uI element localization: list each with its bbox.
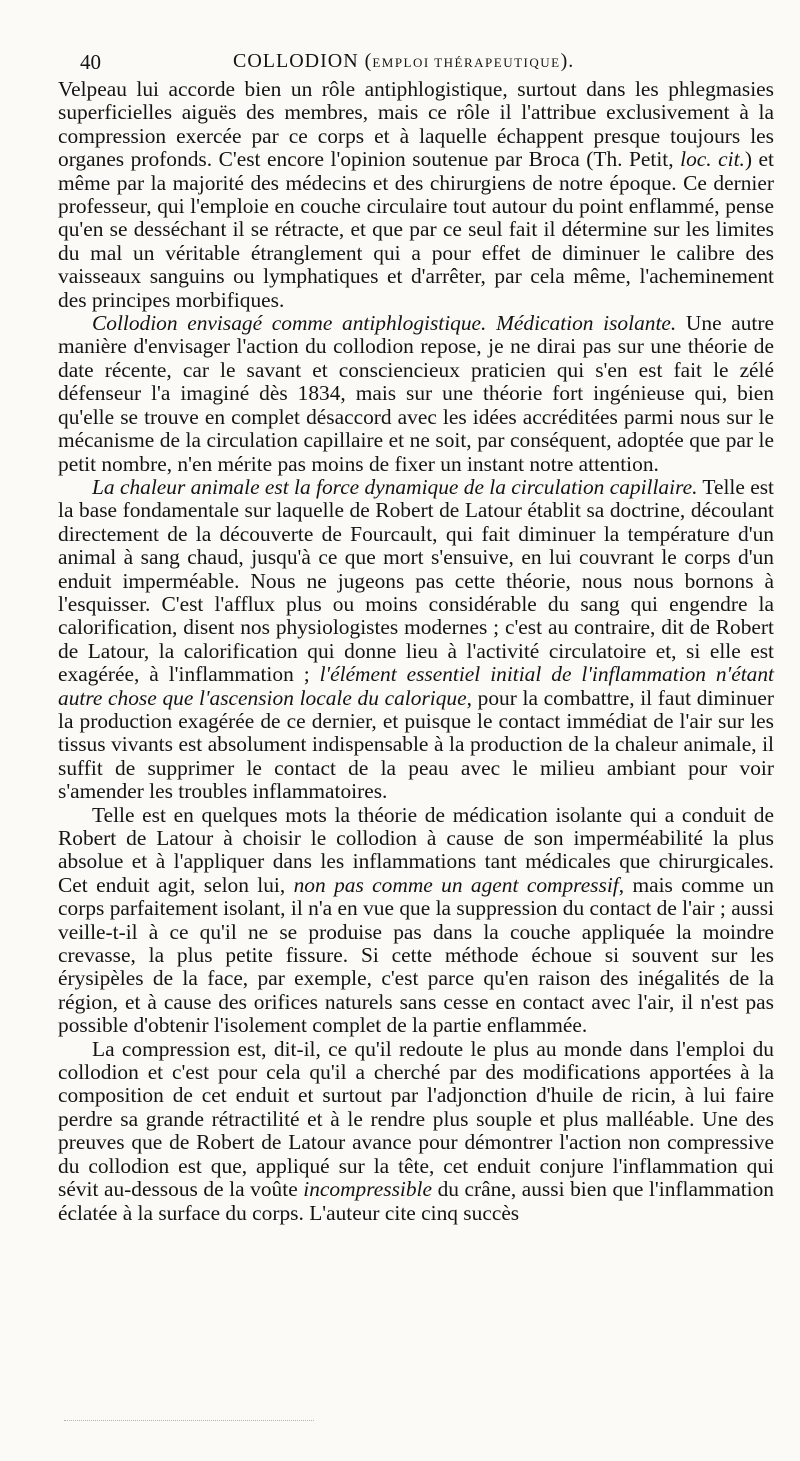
citation-italic: loc. cit. (680, 147, 745, 172)
book-page (58, 42, 774, 1225)
section-heading-chaleur: La chaleur animale est la force dynamique de la circulation capillaire. (92, 474, 698, 499)
paragraph-3: La chaleur animale est la force dynamique de la circulation capillaire. Telle est la base fondamentale sur laquelle de Robert de Latour établit sa doctrine, découlant directement de la découverte de Fourcault, qui fait diminuer la température d'un animal à sang chaud, jusqu'à ce que mort s'ensuive, en lui couvrant le corps d'un enduit imperméable. Nous ne jugeons pas cette théorie, nous nous bornons à l'esquisser. C'est l'afflux plus ou moins considérable du sang qui engendre la calorification, disent nos physiologistes modernes ; c'est au contraire, dit de Robert de Latour, la calorification qui donne lieu à l'activité circulatoire et, si elle est exagérée, à l'inflammation ; l'élément essentiel initial de l'inflammation n'étant autre chose que l'ascension locale du calorique, pour la combattre, il faut diminuer la production exagérée de ce dernier, et puisque le contact immédiat de l'air sur les tissus vivants est absolument indispensable à la production de la chaleur animale, il suffit de supprimer le contact de la peau avec le milieu ambiant pour voir s'amender les troubles inflammatoires. (58, 474, 774, 804)
paragraph-2: Collodion envisagé comme antiphlogistique. Médication isolante. Une autre manière d'envisager l'action du collodion repose, je ne dirai pas sur une théorie de date récente, car le savant et consciencieux praticien qui s'en est fait le zélé défenseur l'a imaginé dès 1834, mais sur une théorie fort ingénieuse qui, bien qu'elle se trouve en complet désaccord avec les idées accréditées parmi nous sur le mécanisme de la circulation capillaire et ne soit, par conséquent, adoptée que par le petit nombre, n'en mérite pas moins de fixer un instant notre attention. (58, 311, 774, 476)
paragraph-4: Telle est en quelques mots la théorie de médication isolante qui a conduit de Robert de Latour à choisir le collodion à cause de son imperméabilité la plus absolue et à l'appliquer dans les inflammations tant médicales que chirurgicales. Cet enduit agit, selon lui, non pas comme un agent compressif, mais comme un corps parfaitement isolant, il n'a en vue que la suppression du contact de l'air ; aussi veille-t-il à ce qu'il ne se produise pas dans la couche appliquée la moindre crevasse, la plus petite fissure. Si cette méthode échoue si souvent sur les érysipèles de la face, par exemple, c'est parce qu'en raison des inégalités de la région, et à cause des orifices naturels sans cesse en contact avec l'air, il n'est pas possible d'obtenir l'isolement complet de la partie enflammée. (58, 802, 774, 1038)
running-header (58, 42, 774, 76)
running-title-main: COLLODION (233, 50, 359, 72)
emphasis-italic: non pas comme un agent compressif (293, 872, 619, 897)
page-number: 40 (80, 50, 101, 74)
page-smudge (64, 1420, 314, 1429)
body-text (58, 78, 774, 1225)
emphasis-italic-incompressible: incompressible (303, 1177, 432, 1202)
paragraph-5: La compression est, dit-il, ce qu'il redoute le plus au monde dans l'emploi du collodion et c'est pour cela qu'il a cherché par des modifications apportées à la composition de cet enduit et surtout par l'adjonction d'huile de ricin, à lui faire perdre sa grande rétractilité et à le rendre plus souple et plus malléable. Une des preuves que de Robert de Latour avance pour démontrer l'action non compressive du collodion est que, appliqué sur la tête, cet enduit conjure l'inflammation qui sévit au-dessous de la voûte incompressible du crâne, aussi bien que l'inflammation éclatée à la surface du corps. L'auteur cite cinq succès (58, 1036, 774, 1225)
running-title: COLLODION (EMPLOI THÉRAPEUTIQUE). (233, 50, 575, 72)
running-title-sub: EMPLOI THÉRAPEUTIQUE (372, 55, 561, 70)
paragraph-1: Velpeau lui accorde bien un rôle antiphlogistique, surtout dans les phlegmasies superficielles aiguës des membres, mais ce rôle il l'attribue exclusivement à la compression exercée par ce corps et à laquelle échappent presque toujours les organes profonds. C'est encore l'opinion soutenue par Broca (Th. Petit, loc. cit.) et même par la majorité des médecins et des chirurgiens de notre époque. Ce dernier professeur, qui l'emploie en couche circulaire tout autour du point enflammé, pense qu'en se desséchant il se rétracte, et que par ce seul fait il détermine sur les limites du mal un véritable étranglement qui a pour effet de diminuer le calibre des vaisseaux sanguins ou lymphatiques et d'arrêter, par cela même, l'acheminement des principes morbifiques. (58, 77, 774, 312)
section-heading-isolante: Collodion envisagé comme antiphlogistique. Médication isolante. (92, 311, 677, 336)
quote-italic: l'élément essentiel initial de l'inflammation n'étant autre chose que l'ascension locale du calorique (58, 662, 774, 710)
